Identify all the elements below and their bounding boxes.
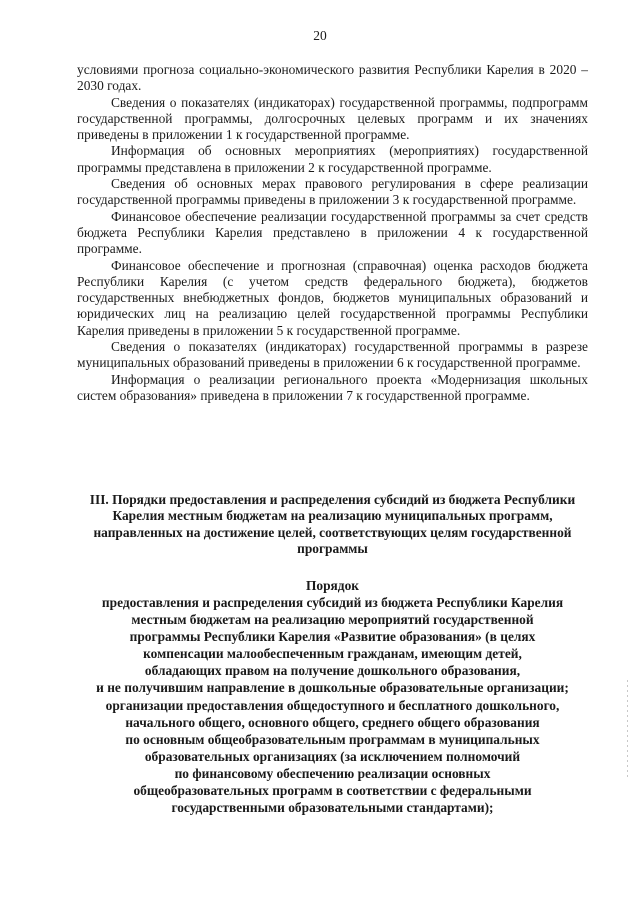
order-line: начального общего, основного общего, среднего общего образования: [125, 714, 540, 730]
order-line: общеобразовательных программ в соответствии с федеральными: [133, 783, 532, 799]
order-line: компенсации малообеспеченным гражданам, имеющим детей,: [143, 646, 522, 662]
body-text: [77, 62, 588, 404]
order-line: государственными образовательными стандартами);: [171, 800, 494, 816]
paragraph: Информация об основных мероприятиях (мероприятиях) государственной программы представлена в приложении 2 к государственной программе.: [77, 143, 588, 175]
paragraph: Финансовое обеспечение и прогнозная (справочная) оценка расходов бюджета Республики Карелия (с учетом средств федерального бюджета), бюджетов государственных внебюджетных фондов, бюджетов муниципальных образований и юридических лиц на реализацию целей государственной программы Республики Карелия приведены в приложении 5 к государственной программе.: [77, 257, 588, 338]
order-line: организации предоставления общедоступного и бесплатного дошкольного,: [105, 697, 560, 713]
paragraph: Сведения о показателях (индикаторах) государственной программы, подпрограмм государственной программы, долгосрочных целевых программ и их значениях приведены в приложении 1 к государственной программе.: [77, 94, 588, 143]
order-line: и не получившим направление в дошкольные образовательные организации;: [96, 680, 569, 696]
order-line: по основным общеобразовательным программам в муниципальных: [125, 731, 540, 747]
order-line: по финансовому обеспечению реализации основных: [174, 765, 491, 781]
paragraph: условиями прогноза социально-экономического развития Республики Карелия в 2020 – 2030 годах.: [77, 62, 588, 94]
order-description: [70, 594, 595, 816]
order-title: Порядок: [306, 578, 359, 593]
order-line: программы Республики Карелия «Развитие образования» (в целях: [129, 629, 536, 645]
page-number: 20: [313, 28, 327, 43]
order-line: обладающих правом на получение дошкольного образования,: [144, 663, 521, 679]
order-line: местным бюджетам на реализацию мероприятий государственной: [131, 612, 534, 628]
scan-edge-artifact: [627, 680, 628, 780]
order-line: образовательных организациях (за исключением полномочий: [144, 748, 521, 764]
section-heading: III. Порядки предоставления и распределения субсидий из бюджета Республики Карелия местным бюджетам на реализацию муниципальных программ, направленных на достижение целей, соответствующих целям государственной программы: [89, 492, 576, 556]
order-line: предоставления и распределения субсидий из бюджета Республики Карелия: [101, 595, 564, 610]
paragraph: Информация о реализации регионального проекта «Модернизация школьных систем образования» приведена в приложении 7 к государственной программе.: [77, 371, 588, 403]
paragraph: Финансовое обеспечение реализации государственной программы за счет средств бюджета Республики Карелия представлено в приложении 4 к государственной программе.: [77, 208, 588, 257]
paragraph: Сведения о показателях (индикаторах) государственной программы в разрезе муниципальных образований приведены в приложении 6 к государственной программе.: [77, 339, 588, 371]
paragraph: Сведения об основных мерах правового регулирования в сфере реализации государственной программы приведены в приложении 3 к государственной программе.: [77, 176, 588, 208]
